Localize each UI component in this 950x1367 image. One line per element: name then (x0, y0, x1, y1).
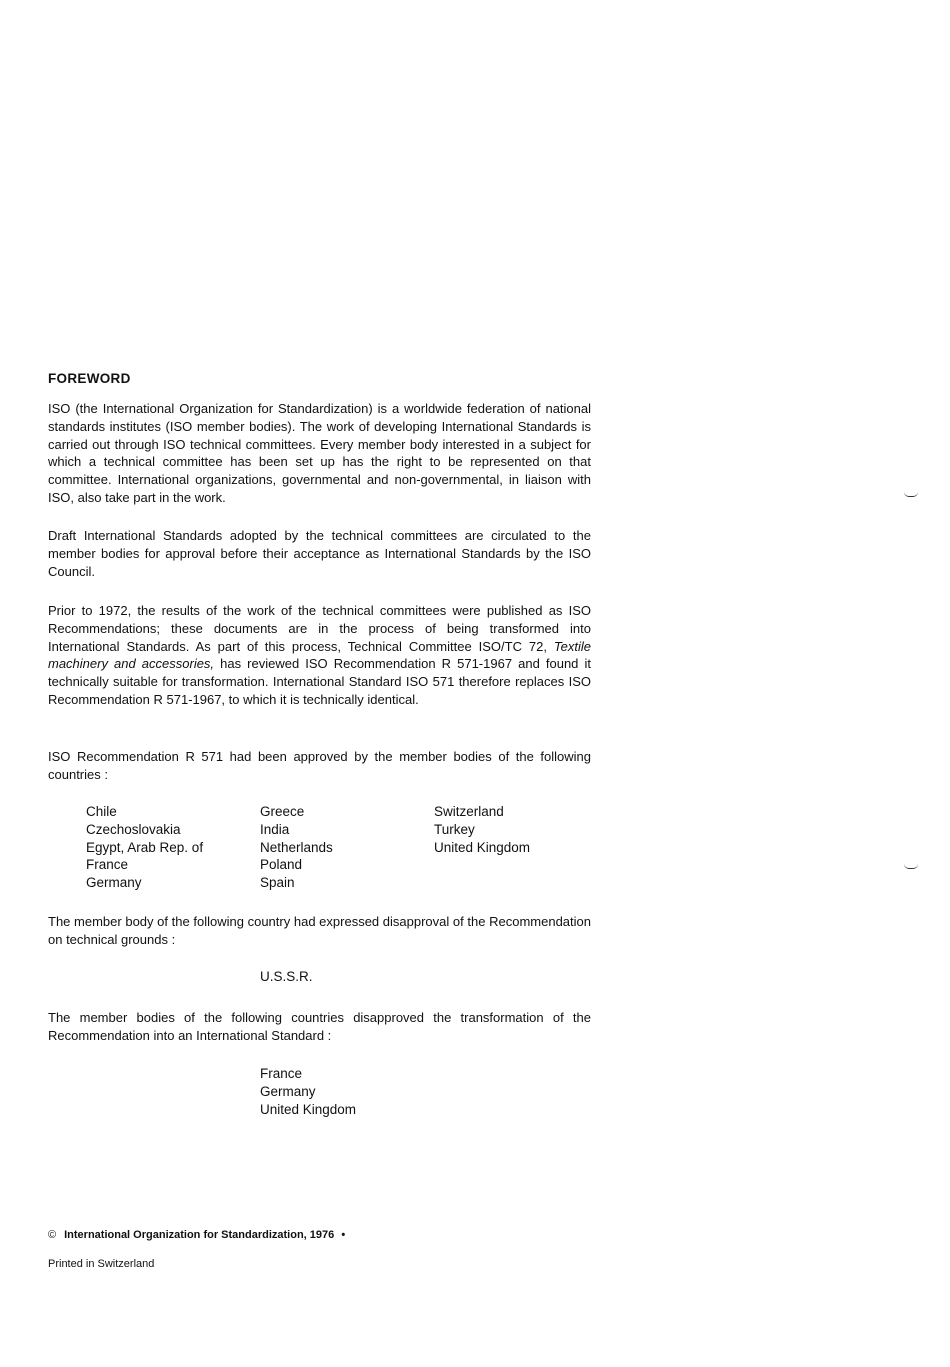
country-item: Netherlands (260, 839, 333, 855)
country-item: Spain (260, 875, 295, 891)
paragraph-text: Prior to 1972, the results of the work of the technical committees were published as ISO Recommendations; these documents are in the process of being transformed into International Standards. As part of this process, Technical Committee ISO/TC 72, (48, 603, 591, 654)
committee-title: Textile machinery and accessories, (48, 638, 591, 672)
copyright-line (48, 1229, 345, 1241)
foreword-paragraph-draft-standards: Draft International Standards adopted by the technical committees are circulated to the member bodies for approval before their acceptance as International Standards by the ISO Council. (48, 528, 591, 579)
foreword-paragraph-iso-intro: ISO (the International Organization for Standardization) is a worldwide federation of national standards institutes (ISO member bodies). The work of developing International Standards is carried out through ISO technical committees. Every member body interested in a subject for which a technical committee has been set up has the right to be represented on that committee. International organizations, governmental and non-governmental, in liaison with ISO, also take part in the work. (48, 401, 591, 505)
approving-countries-column-2 (260, 803, 333, 892)
country-item: Egypt, Arab Rep. of (86, 839, 204, 855)
foreword-heading: FOREWORD (48, 371, 131, 386)
transformation-disapprovers-list (260, 1065, 356, 1118)
foreword-paragraph-approval: ISO Recommendation R 571 had been approved by the member bodies of the following countries : (48, 749, 591, 782)
approving-countries-column-1 (86, 803, 203, 892)
country-item: India (260, 821, 290, 837)
country-item: Turkey (434, 821, 475, 837)
paragraph-text: has reviewed ISO Recommendation R 571-1967 and found it technically suitable for transformation. International Standard ISO 571 therefore replaces ISO Recommendation R 571-1967, to which it is technically identical. (48, 656, 591, 707)
country-item: Czechoslovakia (86, 821, 181, 837)
copyright-symbol: © (48, 1229, 57, 1241)
country-item: United Kingdom (434, 839, 531, 855)
disapproving-country: U.S.S.R. (260, 969, 313, 984)
printed-in-line: Printed in Switzerland (48, 1258, 155, 1270)
country-item: Germany (86, 875, 142, 891)
approving-countries-column-3 (434, 803, 530, 856)
scan-margin-mark (904, 864, 918, 869)
foreword-paragraph-technical-disapproval: The member body of the following country had expressed disapproval of the Recommendation on technical grounds : (48, 914, 591, 947)
bullet-icon: • (341, 1229, 346, 1241)
foreword-paragraph-transformation (48, 602, 591, 709)
country-item: France (86, 857, 129, 873)
country-item: Poland (260, 857, 303, 873)
country-item: France (260, 1066, 303, 1081)
country-item: Chile (86, 804, 117, 819)
foreword-paragraph-transformation-disapproval: The member bodies of the following countries disapproved the transformation of the Recommendation into an International Standard : (48, 1010, 591, 1043)
country-item: Switzerland (434, 804, 504, 819)
scan-margin-mark (904, 492, 918, 497)
copyright-text: International Organization for Standardization, 1976 (64, 1229, 335, 1241)
country-item: Greece (260, 804, 305, 819)
country-item: United Kingdom (260, 1101, 357, 1117)
country-item: Germany (260, 1083, 316, 1099)
